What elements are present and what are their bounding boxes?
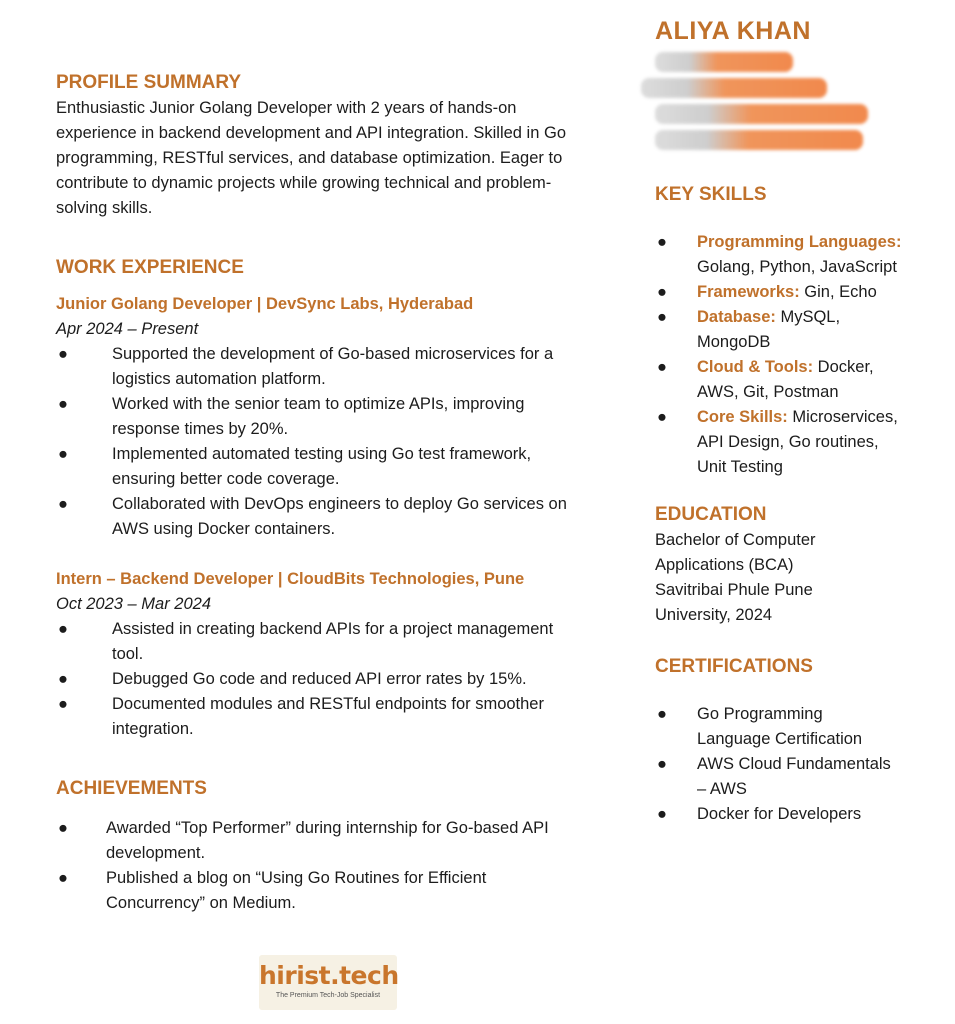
job-dates: Apr 2024 – Present xyxy=(56,320,199,338)
skill-value: Golang, Python, JavaScript xyxy=(697,258,897,276)
list-item xyxy=(655,405,940,480)
list-item xyxy=(56,442,596,492)
bullet-icon: ● xyxy=(58,495,68,513)
skill-label: Database: xyxy=(697,308,776,326)
hirist-logo xyxy=(259,955,397,1010)
bullet-icon: ● xyxy=(657,283,667,301)
profile-summary-heading: PROFILE SUMMARY xyxy=(56,72,242,93)
bullet-icon: ● xyxy=(58,869,68,887)
bullet-icon: ● xyxy=(657,408,667,426)
logo-tagline: The Premium Tech-Job Specialist xyxy=(275,992,381,999)
education-line: Savitribai Phule Pune xyxy=(655,581,813,599)
bullet-line: Concurrency” on Medium. xyxy=(106,894,296,912)
certifications-list xyxy=(655,702,940,827)
key-skills-heading: KEY SKILLS xyxy=(655,184,767,205)
profile-line: experience in backend development and API integration. Skilled in Go xyxy=(56,124,566,142)
list-item xyxy=(655,230,940,280)
bullet-line: ensuring better code coverage. xyxy=(112,470,340,488)
bullet-line: AWS using Docker containers. xyxy=(112,520,336,538)
candidate-name: ALIYA KHAN xyxy=(655,17,811,45)
job-entry xyxy=(56,292,596,542)
list-item xyxy=(56,866,596,916)
skill-value: Docker, xyxy=(813,358,874,376)
profile-summary-text xyxy=(56,96,596,221)
job-bullets xyxy=(56,342,596,542)
education-line: University, 2024 xyxy=(655,606,773,624)
logo-wordmark: hirist.tech xyxy=(259,961,399,990)
list-item xyxy=(56,667,596,692)
skill-label: Frameworks: xyxy=(697,283,800,301)
skill-value: Gin, Echo xyxy=(799,283,877,301)
bullet-line: development. xyxy=(106,844,206,862)
bullet-icon: ● xyxy=(58,670,68,688)
job-entry xyxy=(56,567,596,742)
list-item xyxy=(56,492,596,542)
bullet-icon: ● xyxy=(58,819,68,837)
list-item xyxy=(655,305,940,355)
bullet-line: Supported the development of Go-based microservices for a xyxy=(112,345,554,363)
bullet-icon: ● xyxy=(657,755,667,773)
list-item xyxy=(56,692,596,742)
key-skills-list xyxy=(655,230,940,480)
skill-value: Microservices, xyxy=(787,408,898,426)
bullet-line: Collaborated with DevOps engineers to deploy Go services on xyxy=(112,495,567,513)
skill-label: Programming Languages: xyxy=(697,233,902,251)
list-item xyxy=(56,816,596,866)
job-title: Intern – Backend Developer | CloudBits Technologies, Pune xyxy=(56,570,525,588)
skill-label: Core Skills: xyxy=(697,408,788,426)
list-item xyxy=(655,752,940,802)
education-details xyxy=(655,528,940,628)
job-bullets xyxy=(56,617,596,742)
list-item xyxy=(655,280,940,305)
right-column xyxy=(655,14,940,827)
redacted-contact-line xyxy=(641,78,827,98)
cert-line: – AWS xyxy=(697,780,747,798)
bullet-icon: ● xyxy=(58,695,68,713)
bullet-line: Assisted in creating backend APIs for a project management xyxy=(112,620,554,638)
bullet-icon: ● xyxy=(657,308,667,326)
bullet-line: Implemented automated testing using Go test framework, xyxy=(112,445,532,463)
work-experience-heading: WORK EXPERIENCE xyxy=(56,257,244,278)
bullet-line: Documented modules and RESTful endpoints for smoother xyxy=(112,695,544,713)
bullet-line: Worked with the senior team to optimize APIs, improving xyxy=(112,395,525,413)
education-line: Applications (BCA) xyxy=(655,556,794,574)
skill-value: Unit Testing xyxy=(697,458,783,476)
profile-line: contribute to dynamic projects while growing technical and problem- xyxy=(56,174,552,192)
bullet-line: integration. xyxy=(112,720,194,738)
bullet-icon: ● xyxy=(657,233,667,251)
contact-info-redacted xyxy=(655,52,940,150)
cert-line: Go Programming xyxy=(697,705,823,723)
profile-line: programming, RESTful services, and database optimization. Eager to xyxy=(56,149,563,167)
cert-line: Docker for Developers xyxy=(697,805,862,823)
bullet-icon: ● xyxy=(58,395,68,413)
achievements-heading: ACHIEVEMENTS xyxy=(56,778,207,799)
left-column xyxy=(56,70,596,916)
list-item xyxy=(655,702,940,752)
redacted-contact-line xyxy=(655,104,868,124)
bullet-line: Published a blog on “Using Go Routines for Efficient xyxy=(106,869,487,887)
bullet-icon: ● xyxy=(657,358,667,376)
bullet-icon: ● xyxy=(58,345,68,363)
bullet-line: response times by 20%. xyxy=(112,420,289,438)
education-heading: EDUCATION xyxy=(655,504,767,525)
list-item xyxy=(56,342,596,392)
bullet-line: logistics automation platform. xyxy=(112,370,326,388)
redacted-contact-line xyxy=(655,52,793,72)
list-item xyxy=(56,617,596,667)
bullet-line: tool. xyxy=(112,645,144,663)
list-item xyxy=(56,392,596,442)
job-dates: Oct 2023 – Mar 2024 xyxy=(56,595,212,613)
bullet-line: Debugged Go code and reduced API error rates by 15%. xyxy=(112,670,527,688)
bullet-icon: ● xyxy=(657,805,667,823)
skill-value: MySQL, xyxy=(775,308,841,326)
bullet-icon: ● xyxy=(657,705,667,723)
achievements-list xyxy=(56,816,596,916)
certifications-heading: CERTIFICATIONS xyxy=(655,656,813,677)
skill-label: Cloud & Tools: xyxy=(697,358,814,376)
skill-value: API Design, Go routines, xyxy=(697,433,879,451)
bullet-icon: ● xyxy=(58,620,68,638)
cert-line: AWS Cloud Fundamentals xyxy=(697,755,891,773)
skill-value: MongoDB xyxy=(697,333,771,351)
list-item xyxy=(655,355,940,405)
bullet-icon: ● xyxy=(58,445,68,463)
profile-line: Enthusiastic Junior Golang Developer with 2 years of hands-on xyxy=(56,99,517,117)
redacted-contact-line xyxy=(655,130,863,150)
list-item xyxy=(655,802,940,827)
education-line: Bachelor of Computer xyxy=(655,531,816,549)
skill-value: AWS, Git, Postman xyxy=(697,383,839,401)
bullet-line: Awarded “Top Performer” during internship for Go-based API xyxy=(106,819,549,837)
profile-line: solving skills. xyxy=(56,199,153,217)
job-title: Junior Golang Developer | DevSync Labs, Hyderabad xyxy=(56,295,474,313)
cert-line: Language Certification xyxy=(697,730,863,748)
